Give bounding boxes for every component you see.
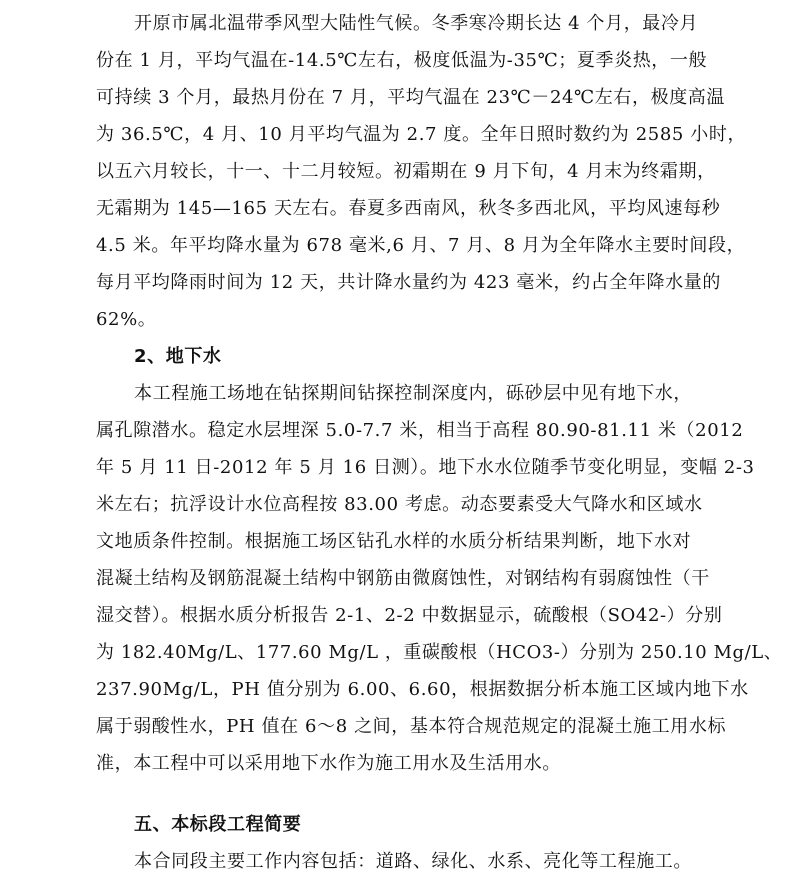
groundwater-line-2: 属孔隙潜水。稳定水层埋深 5.0-7.7 米，相当于高程 80.90-81.11 米（2012: [96, 420, 744, 441]
climate-line-1: 开原市属北温带季风型大陆性气候。冬季寒冷期长达 4 个月，最冷月: [134, 13, 699, 34]
groundwater-line-11: 准，本工程中可以采用地下水作为施工用水及生活用水。: [96, 753, 561, 774]
climate-line-3: 可持续 3 个月，最热月份在 7 月，平均气温在 23℃－24℃左右，极度高温: [96, 87, 725, 108]
groundwater-line-6: 混凝土结构及钢筋混凝土结构中钢筋由微腐蚀性，对钢结构有弱腐蚀性（干: [96, 568, 710, 589]
climate-line-6: 无霜期为 145—165 天左右。春夏多西南风，秋冬多西北风，平均风速每秒: [96, 198, 721, 219]
climate-line-7: 4.5 米。年平均降水量为 678 毫米,6 月、7 月、8 月为全年降水主要时间段，: [96, 235, 746, 256]
climate-line-5: 以五六月较长，十一、十二月较短。初霜期在 9 月下旬，4 月末为终霜期，: [96, 161, 716, 182]
groundwater-line-10: 属于弱酸性水，PH 值在 6～8 之间，基本符合规范规定的混凝土施工用水标: [96, 716, 727, 737]
climate-line-9: 62%。: [96, 309, 157, 330]
groundwater-line-3: 年 5 月 11 日-2012 年 5 月 16 日测）。地下水水位随季节变化明显，变幅 2-3: [96, 457, 755, 478]
groundwater-line-5: 文地质条件控制。根据施工场区钻孔水样的水质分析结果判断，地下水对: [96, 531, 692, 552]
climate-line-4: 为 36.5℃，4 月、10 月平均气温为 2.7 度。全年日照时数约为 2585 小时，: [96, 124, 747, 145]
groundwater-line-9: 237.90Mg/L，PH 值分别为 6.00、6.60，根据数据分析本施工区域内地下水: [96, 679, 749, 700]
groundwater-line-1: 本工程施工场地在钻探期间钻探控制深度内，砾砂层中见有地下水，: [134, 383, 692, 404]
groundwater-heading: 2、地下水: [134, 346, 222, 367]
groundwater-line-8: 为 182.40Mg/L、177.60 Mg/L ，重碳酸根（HCO3-）分别为 250.10 Mg/L、: [96, 642, 783, 663]
summary-line-1: 本合同段主要工作内容包括：道路、绿化、水系、亮化等工程施工。: [134, 851, 692, 872]
climate-line-2: 份在 1 月，平均气温在-14.5℃左右，极度低温为-35℃；夏季炎热，一般: [96, 50, 708, 71]
groundwater-line-4: 米左右；抗浮设计水位高程按 83.00 考虑。动态要素受大气降水和区域水: [96, 494, 703, 515]
climate-line-8: 每月平均降雨时间为 12 天，共计降水量约为 423 毫米，约占全年降水量的: [96, 272, 721, 293]
groundwater-line-7: 湿交替）。根据水质分析报告 2-1、2-2 中数据显示，硫酸根（SO42-）分别: [96, 605, 723, 626]
summary-heading: 五、本标段工程简要: [134, 814, 302, 835]
